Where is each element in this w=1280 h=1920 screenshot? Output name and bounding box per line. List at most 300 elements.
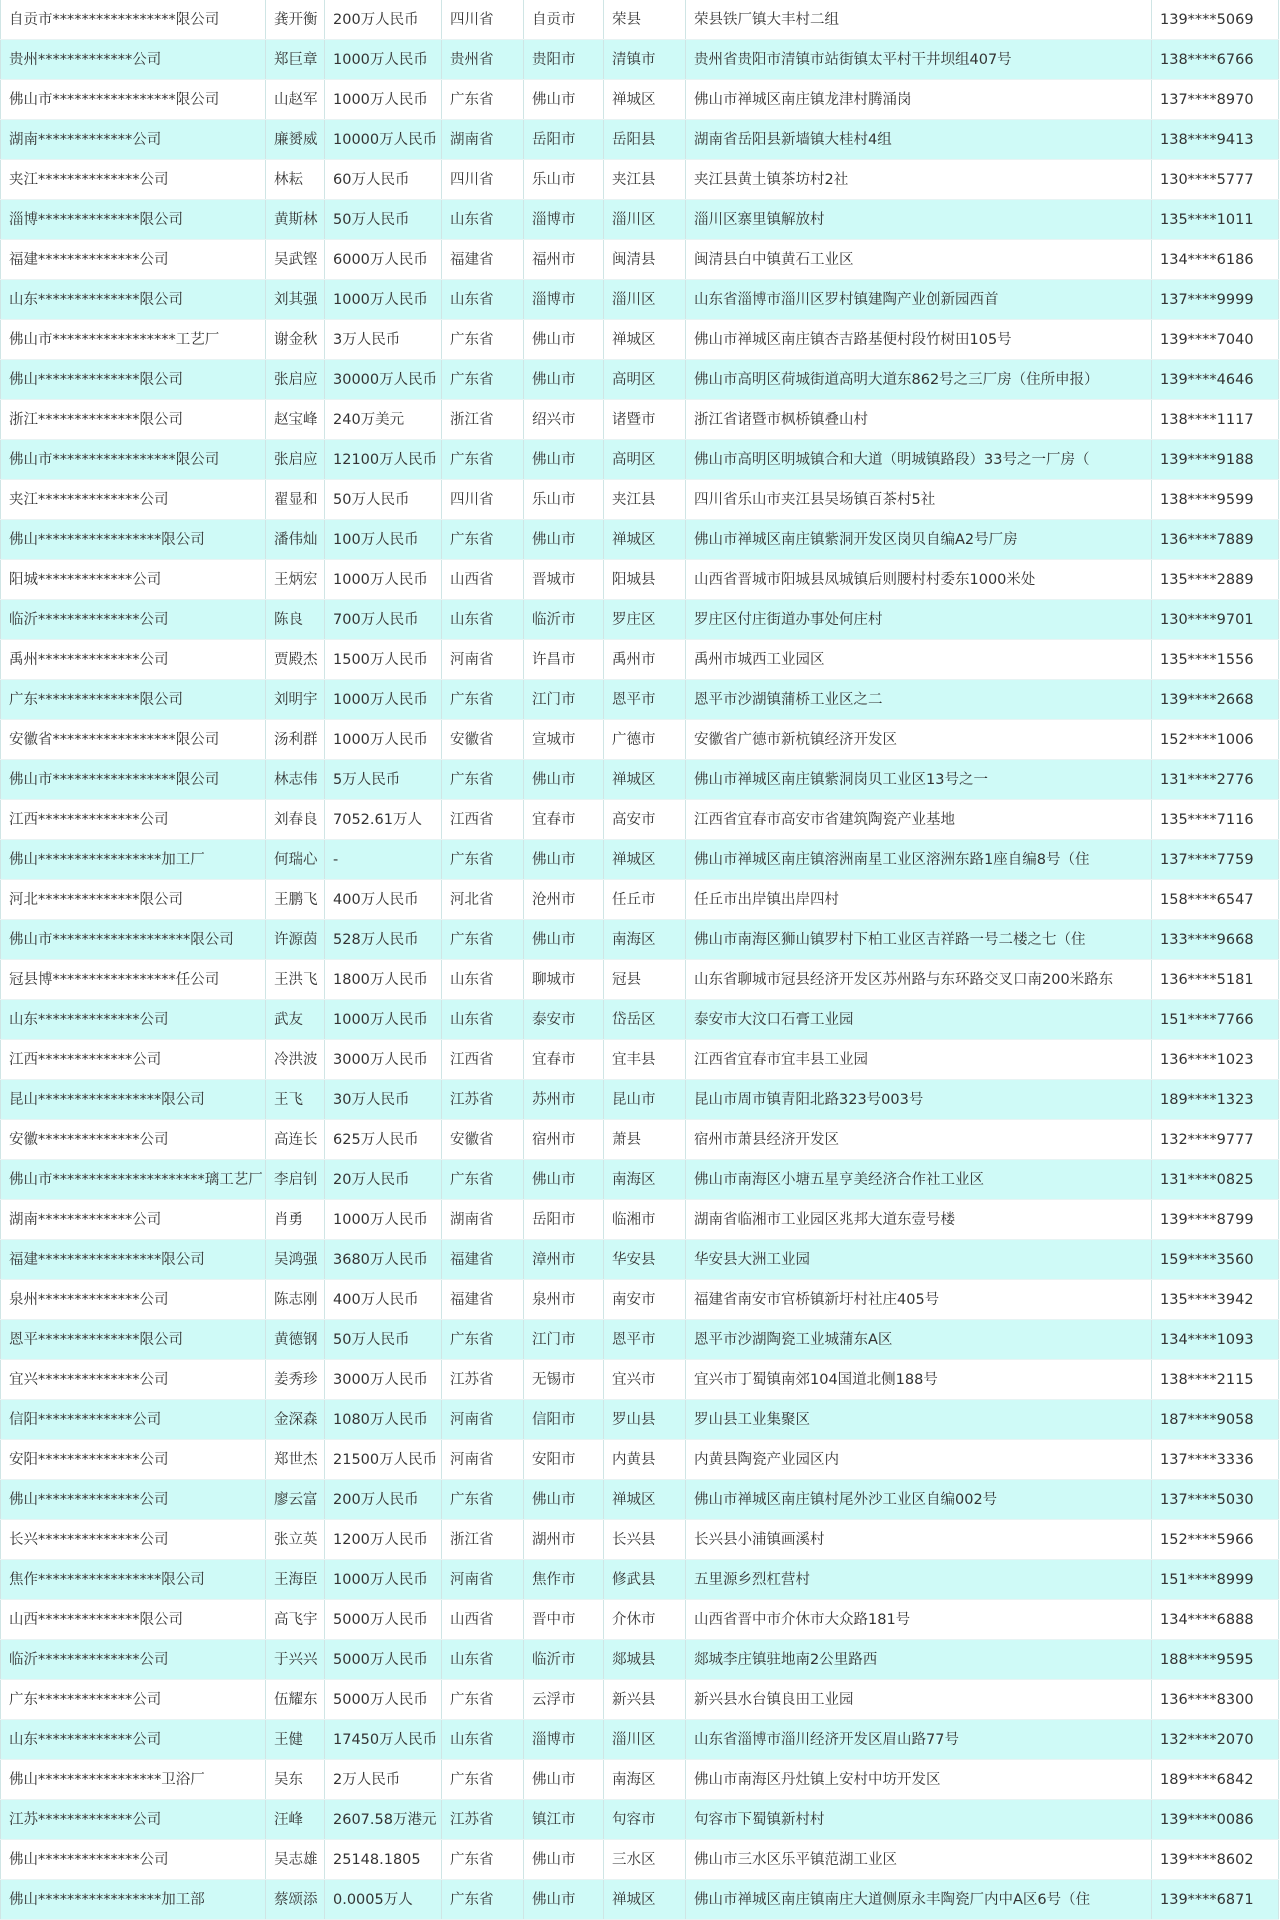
registered-capital-cell: 60万人民币 <box>325 160 442 200</box>
district-cell: 任丘市 <box>604 880 686 920</box>
registered-capital-cell: 1000万人民币 <box>325 40 442 80</box>
city-cell: 临沂市 <box>524 1640 604 1680</box>
address-cell: 贵州省贵阳市清镇市站街镇太平村干井坝组407号 <box>686 40 1152 80</box>
company-name-cell: 佛山市*****************工艺厂 <box>1 320 266 360</box>
legal-rep-cell: 林志伟 <box>266 760 325 800</box>
address-cell: 山东省淄博市淄川经济开发区眉山路77号 <box>686 1720 1152 1760</box>
city-cell: 镇江市 <box>524 1800 604 1840</box>
company-name-cell: 安阳**************公司 <box>1 1440 266 1480</box>
phone-cell: 139****2668 <box>1152 680 1279 720</box>
address-cell: 福建省南安市官桥镇新圩村社庄405号 <box>686 1280 1152 1320</box>
phone-cell: 189****6842 <box>1152 1760 1279 1800</box>
province-cell: 广东省 <box>442 680 524 720</box>
district-cell: 清镇市 <box>604 40 686 80</box>
city-cell: 贵阳市 <box>524 40 604 80</box>
registered-capital-cell: 3万人民币 <box>325 320 442 360</box>
address-cell: 佛山市南海区狮山镇罗村下柏工业区吉祥路一号二楼之七（住 <box>686 920 1152 960</box>
table-row <box>1 1720 1279 1760</box>
legal-rep-cell: 李启钊 <box>266 1160 325 1200</box>
address-cell: 闽清县白中镇黄石工业区 <box>686 240 1152 280</box>
district-cell: 恩平市 <box>604 1320 686 1360</box>
legal-rep-cell: 山赵军 <box>266 80 325 120</box>
province-cell: 江苏省 <box>442 1360 524 1400</box>
city-cell: 沧州市 <box>524 880 604 920</box>
district-cell: 高明区 <box>604 440 686 480</box>
district-cell: 禅城区 <box>604 320 686 360</box>
province-cell: 广东省 <box>442 1160 524 1200</box>
phone-cell: 136****5181 <box>1152 960 1279 1000</box>
company-name-cell: 山东**************限公司 <box>1 280 266 320</box>
district-cell: 临湘市 <box>604 1200 686 1240</box>
province-cell: 河南省 <box>442 1560 524 1600</box>
province-cell: 河北省 <box>442 880 524 920</box>
company-name-cell: 佛山*****************限公司 <box>1 520 266 560</box>
phone-cell: 139****5069 <box>1152 0 1279 40</box>
city-cell: 佛山市 <box>524 520 604 560</box>
district-cell: 内黄县 <box>604 1440 686 1480</box>
city-cell: 江门市 <box>524 680 604 720</box>
registered-capital-cell: 5000万人民币 <box>325 1640 442 1680</box>
province-cell: 福建省 <box>442 1280 524 1320</box>
address-cell: 五里源乡烈杠营村 <box>686 1560 1152 1600</box>
phone-cell: 134****6186 <box>1152 240 1279 280</box>
district-cell: 南海区 <box>604 1760 686 1800</box>
phone-cell: 135****1556 <box>1152 640 1279 680</box>
legal-rep-cell: 林耘 <box>266 160 325 200</box>
province-cell: 广东省 <box>442 360 524 400</box>
registered-capital-cell: 240万美元 <box>325 400 442 440</box>
province-cell: 浙江省 <box>442 1520 524 1560</box>
address-cell: 佛山市高明区明城镇合和大道（明城镇路段）33号之一厂房（ <box>686 440 1152 480</box>
address-cell: 佛山市禅城区南庄镇杏吉路基便村段竹树田105号 <box>686 320 1152 360</box>
table-row <box>1 600 1279 640</box>
district-cell: 广德市 <box>604 720 686 760</box>
district-cell: 岳阳县 <box>604 120 686 160</box>
registered-capital-cell: 2607.58万港元 <box>325 1800 442 1840</box>
company-name-cell: 淄博**************限公司 <box>1 200 266 240</box>
registered-capital-cell: 5万人民币 <box>325 760 442 800</box>
city-cell: 晋城市 <box>524 560 604 600</box>
company-name-cell: 长兴**************公司 <box>1 1520 266 1560</box>
company-name-cell: 信阳*************公司 <box>1 1400 266 1440</box>
district-cell: 宜兴市 <box>604 1360 686 1400</box>
company-name-cell: 泉州**************公司 <box>1 1280 266 1320</box>
table-row <box>1 1280 1279 1320</box>
registered-capital-cell: 1200万人民币 <box>325 1520 442 1560</box>
city-cell: 佛山市 <box>524 1880 604 1920</box>
phone-cell: 135****2889 <box>1152 560 1279 600</box>
legal-rep-cell: 汤利群 <box>266 720 325 760</box>
phone-cell: 135****7116 <box>1152 800 1279 840</box>
address-cell: 荣县铁厂镇大丰村二组 <box>686 0 1152 40</box>
company-name-cell: 福建*****************限公司 <box>1 1240 266 1280</box>
table-row <box>1 160 1279 200</box>
legal-rep-cell: 武友 <box>266 1000 325 1040</box>
address-cell: 佛山市禅城区南庄镇紫洞开发区岗贝自编A2号厂房 <box>686 520 1152 560</box>
province-cell: 山西省 <box>442 560 524 600</box>
phone-cell: 138****9413 <box>1152 120 1279 160</box>
province-cell: 山东省 <box>442 1000 524 1040</box>
legal-rep-cell: 姜秀珍 <box>266 1360 325 1400</box>
registered-capital-cell: 21500万人民币 <box>325 1440 442 1480</box>
address-cell: 佛山市禅城区南庄镇村尾外沙工业区自编002号 <box>686 1480 1152 1520</box>
district-cell: 荣县 <box>604 0 686 40</box>
registered-capital-cell: 30000万人民币 <box>325 360 442 400</box>
city-cell: 乐山市 <box>524 160 604 200</box>
company-name-cell: 佛山*****************加工厂 <box>1 840 266 880</box>
phone-cell: 137****3336 <box>1152 1440 1279 1480</box>
province-cell: 浙江省 <box>442 400 524 440</box>
table-row <box>1 1080 1279 1120</box>
phone-cell: 137****7759 <box>1152 840 1279 880</box>
legal-rep-cell: 廖云富 <box>266 1480 325 1520</box>
address-cell: 山东省淄博市淄川区罗村镇建陶产业创新园西首 <box>686 280 1152 320</box>
registered-capital-cell: 1000万人民币 <box>325 720 442 760</box>
registered-capital-cell: 6000万人民币 <box>325 240 442 280</box>
table-row <box>1 560 1279 600</box>
legal-rep-cell: 高连长 <box>266 1120 325 1160</box>
province-cell: 广东省 <box>442 760 524 800</box>
company-name-cell: 佛山市*****************限公司 <box>1 760 266 800</box>
table-row <box>1 1480 1279 1520</box>
legal-rep-cell: 吴志雄 <box>266 1840 325 1880</box>
legal-rep-cell: 刘春良 <box>266 800 325 840</box>
table-row <box>1 960 1279 1000</box>
company-name-cell: 山西**************限公司 <box>1 1600 266 1640</box>
legal-rep-cell: 陈志刚 <box>266 1280 325 1320</box>
table-row <box>1 0 1279 40</box>
company-name-cell: 福建**************公司 <box>1 240 266 280</box>
district-cell: 介休市 <box>604 1600 686 1640</box>
table-row <box>1 1440 1279 1480</box>
legal-rep-cell: 龚开衡 <box>266 0 325 40</box>
table-row <box>1 1880 1279 1920</box>
phone-cell: 139****8602 <box>1152 1840 1279 1880</box>
city-cell: 佛山市 <box>524 320 604 360</box>
table-row <box>1 400 1279 440</box>
registered-capital-cell: 50万人民币 <box>325 1320 442 1360</box>
address-cell: 内黄县陶瓷产业园区内 <box>686 1440 1152 1480</box>
legal-rep-cell: 廉赟威 <box>266 120 325 160</box>
table-row <box>1 1120 1279 1160</box>
registered-capital-cell: 1000万人民币 <box>325 280 442 320</box>
table-row <box>1 720 1279 760</box>
city-cell: 焦作市 <box>524 1560 604 1600</box>
phone-cell: 138****2115 <box>1152 1360 1279 1400</box>
phone-cell: 131****0825 <box>1152 1160 1279 1200</box>
company-name-cell: 昆山*****************限公司 <box>1 1080 266 1120</box>
district-cell: 昆山市 <box>604 1080 686 1120</box>
company-name-cell: 佛山**************公司 <box>1 1480 266 1520</box>
city-cell: 泉州市 <box>524 1280 604 1320</box>
district-cell: 郯城县 <box>604 1640 686 1680</box>
table-row <box>1 320 1279 360</box>
registered-capital-cell: 200万人民币 <box>325 1480 442 1520</box>
province-cell: 广东省 <box>442 1480 524 1520</box>
city-cell: 许昌市 <box>524 640 604 680</box>
registered-capital-cell: 1500万人民币 <box>325 640 442 680</box>
legal-rep-cell: 汪峰 <box>266 1800 325 1840</box>
legal-rep-cell: 张启应 <box>266 360 325 400</box>
registered-capital-cell: 5000万人民币 <box>325 1680 442 1720</box>
district-cell: 罗庄区 <box>604 600 686 640</box>
company-name-cell: 广东*************公司 <box>1 1680 266 1720</box>
city-cell: 苏州市 <box>524 1080 604 1120</box>
province-cell: 山东省 <box>442 200 524 240</box>
city-cell: 泰安市 <box>524 1000 604 1040</box>
registered-capital-cell: 528万人民币 <box>325 920 442 960</box>
company-name-cell: 佛山*****************卫浴厂 <box>1 1760 266 1800</box>
city-cell: 佛山市 <box>524 1760 604 1800</box>
legal-rep-cell: 贾殿杰 <box>266 640 325 680</box>
district-cell: 新兴县 <box>604 1680 686 1720</box>
phone-cell: 139****9188 <box>1152 440 1279 480</box>
address-cell: 佛山市三水区乐平镇范湖工业区 <box>686 1840 1152 1880</box>
registered-capital-cell: 20万人民币 <box>325 1160 442 1200</box>
phone-cell: 138****6766 <box>1152 40 1279 80</box>
province-cell: 福建省 <box>442 1240 524 1280</box>
province-cell: 广东省 <box>442 80 524 120</box>
province-cell: 山东省 <box>442 1720 524 1760</box>
table-row <box>1 120 1279 160</box>
company-name-cell: 佛山**************限公司 <box>1 360 266 400</box>
address-cell: 淄川区寨里镇解放村 <box>686 200 1152 240</box>
legal-rep-cell: 高飞宇 <box>266 1600 325 1640</box>
company-name-cell: 禹州**************公司 <box>1 640 266 680</box>
table-row <box>1 1400 1279 1440</box>
city-cell: 佛山市 <box>524 360 604 400</box>
province-cell: 湖南省 <box>442 120 524 160</box>
legal-rep-cell: 刘其强 <box>266 280 325 320</box>
province-cell: 广东省 <box>442 1880 524 1920</box>
address-cell: 罗庄区付庄街道办事处何庄村 <box>686 600 1152 640</box>
address-cell: 湖南省临湘市工业园区兆邦大道东壹号楼 <box>686 1200 1152 1240</box>
legal-rep-cell: 吴东 <box>266 1760 325 1800</box>
district-cell: 禅城区 <box>604 1480 686 1520</box>
district-cell: 高安市 <box>604 800 686 840</box>
table-row <box>1 1640 1279 1680</box>
province-cell: 山东省 <box>442 280 524 320</box>
phone-cell: 188****9595 <box>1152 1640 1279 1680</box>
company-name-cell: 佛山市*****************限公司 <box>1 80 266 120</box>
company-name-cell: 安徽省*****************限公司 <box>1 720 266 760</box>
province-cell: 广东省 <box>442 1680 524 1720</box>
phone-cell: 136****1023 <box>1152 1040 1279 1080</box>
province-cell: 广东省 <box>442 1760 524 1800</box>
address-cell: 佛山市禅城区南庄镇紫洞岗贝工业区13号之一 <box>686 760 1152 800</box>
company-name-cell: 浙江**************限公司 <box>1 400 266 440</box>
address-cell: 宿州市萧县经济开发区 <box>686 1120 1152 1160</box>
registered-capital-cell: 3000万人民币 <box>325 1360 442 1400</box>
city-cell: 湖州市 <box>524 1520 604 1560</box>
city-cell: 佛山市 <box>524 1840 604 1880</box>
company-name-cell: 临沂**************公司 <box>1 600 266 640</box>
company-name-cell: 山东*************公司 <box>1 1720 266 1760</box>
registered-capital-cell: 100万人民币 <box>325 520 442 560</box>
phone-cell: 152****1006 <box>1152 720 1279 760</box>
table-row <box>1 280 1279 320</box>
legal-rep-cell: 吴武铿 <box>266 240 325 280</box>
table-body <box>1 0 1279 1920</box>
registered-capital-cell: 5000万人民币 <box>325 1600 442 1640</box>
district-cell: 南安市 <box>604 1280 686 1320</box>
district-cell: 夹江县 <box>604 480 686 520</box>
province-cell: 广东省 <box>442 1840 524 1880</box>
legal-rep-cell: 何瑞心 <box>266 840 325 880</box>
table-row <box>1 760 1279 800</box>
legal-rep-cell: 王洪飞 <box>266 960 325 1000</box>
registered-capital-cell: 10000万人民币 <box>325 120 442 160</box>
legal-rep-cell: 伍耀东 <box>266 1680 325 1720</box>
city-cell: 聊城市 <box>524 960 604 1000</box>
legal-rep-cell: 王海臣 <box>266 1560 325 1600</box>
legal-rep-cell: 蔡颂添 <box>266 1880 325 1920</box>
province-cell: 广东省 <box>442 320 524 360</box>
district-cell: 禹州市 <box>604 640 686 680</box>
phone-cell: 138****1117 <box>1152 400 1279 440</box>
address-cell: 佛山市禅城区南庄镇龙津村腾涌岗 <box>686 80 1152 120</box>
table-row <box>1 1560 1279 1600</box>
company-name-cell: 夹江**************公司 <box>1 160 266 200</box>
phone-cell: 130****9701 <box>1152 600 1279 640</box>
table-row <box>1 1600 1279 1640</box>
district-cell: 冠县 <box>604 960 686 1000</box>
legal-rep-cell: 潘伟灿 <box>266 520 325 560</box>
legal-rep-cell: 谢金秋 <box>266 320 325 360</box>
city-cell: 佛山市 <box>524 1160 604 1200</box>
district-cell: 阳城县 <box>604 560 686 600</box>
table-row <box>1 1040 1279 1080</box>
table-row <box>1 1240 1279 1280</box>
phone-cell: 131****2776 <box>1152 760 1279 800</box>
district-cell: 岱岳区 <box>604 1000 686 1040</box>
registered-capital-cell: 400万人民币 <box>325 880 442 920</box>
province-cell: 广东省 <box>442 920 524 960</box>
address-cell: 长兴县小浦镇画溪村 <box>686 1520 1152 1560</box>
company-name-cell: 佛山市*********************璃工艺厂 <box>1 1160 266 1200</box>
table-row <box>1 200 1279 240</box>
address-cell: 四川省乐山市夹江县吴场镇百茶村5社 <box>686 480 1152 520</box>
table-row <box>1 1000 1279 1040</box>
province-cell: 湖南省 <box>442 1200 524 1240</box>
province-cell: 福建省 <box>442 240 524 280</box>
legal-rep-cell: 黄德钢 <box>266 1320 325 1360</box>
province-cell: 广东省 <box>442 840 524 880</box>
district-cell: 修武县 <box>604 1560 686 1600</box>
table-row <box>1 440 1279 480</box>
company-name-cell: 临沂**************公司 <box>1 1640 266 1680</box>
address-cell: 句容市下蜀镇新村村 <box>686 1800 1152 1840</box>
address-cell: 昆山市周市镇青阳北路323号003号 <box>686 1080 1152 1120</box>
registered-capital-cell: 50万人民币 <box>325 480 442 520</box>
table-row <box>1 1800 1279 1840</box>
legal-rep-cell: 张立英 <box>266 1520 325 1560</box>
address-cell: 罗山县工业集聚区 <box>686 1400 1152 1440</box>
legal-rep-cell: 刘明宇 <box>266 680 325 720</box>
district-cell: 华安县 <box>604 1240 686 1280</box>
address-cell: 郯城李庄镇驻地南2公里路西 <box>686 1640 1152 1680</box>
province-cell: 四川省 <box>442 160 524 200</box>
address-cell: 山西省晋城市阳城县凤城镇后则腰村村委东1000米处 <box>686 560 1152 600</box>
address-cell: 夹江县黄土镇茶坊村2社 <box>686 160 1152 200</box>
phone-cell: 187****9058 <box>1152 1400 1279 1440</box>
phone-cell: 158****6547 <box>1152 880 1279 920</box>
city-cell: 宜春市 <box>524 800 604 840</box>
table-row <box>1 640 1279 680</box>
phone-cell: 132****2070 <box>1152 1720 1279 1760</box>
phone-cell: 132****9777 <box>1152 1120 1279 1160</box>
registered-capital-cell: 200万人民币 <box>325 0 442 40</box>
city-cell: 佛山市 <box>524 760 604 800</box>
address-cell: 江西省宜春市高安市省建筑陶瓷产业基地 <box>686 800 1152 840</box>
address-cell: 佛山市高明区荷城街道高明大道东862号之三厂房（住所申报） <box>686 360 1152 400</box>
district-cell: 禅城区 <box>604 840 686 880</box>
registered-capital-cell: 1080万人民币 <box>325 1400 442 1440</box>
registered-capital-cell: - <box>325 840 442 880</box>
city-cell: 无锡市 <box>524 1360 604 1400</box>
district-cell: 诸暨市 <box>604 400 686 440</box>
province-cell: 广东省 <box>442 440 524 480</box>
city-cell: 安阳市 <box>524 1440 604 1480</box>
district-cell: 禅城区 <box>604 760 686 800</box>
district-cell: 长兴县 <box>604 1520 686 1560</box>
phone-cell: 134****6888 <box>1152 1600 1279 1640</box>
phone-cell: 130****5777 <box>1152 160 1279 200</box>
legal-rep-cell: 王炳宏 <box>266 560 325 600</box>
table-row <box>1 920 1279 960</box>
city-cell: 淄博市 <box>524 1720 604 1760</box>
legal-rep-cell: 翟显和 <box>266 480 325 520</box>
phone-cell: 139****8799 <box>1152 1200 1279 1240</box>
legal-rep-cell: 王健 <box>266 1720 325 1760</box>
district-cell: 南海区 <box>604 1160 686 1200</box>
company-name-cell: 佛山市*******************限公司 <box>1 920 266 960</box>
city-cell: 晋中市 <box>524 1600 604 1640</box>
city-cell: 宿州市 <box>524 1120 604 1160</box>
address-cell: 佛山市禅城区南庄镇南庄大道侧原永丰陶瓷厂内中A区6号（住 <box>686 1880 1152 1920</box>
phone-cell: 139****7040 <box>1152 320 1279 360</box>
phone-cell: 152****5966 <box>1152 1520 1279 1560</box>
city-cell: 宣城市 <box>524 720 604 760</box>
legal-rep-cell: 陈良 <box>266 600 325 640</box>
district-cell: 恩平市 <box>604 680 686 720</box>
legal-rep-cell: 王飞 <box>266 1080 325 1120</box>
company-name-cell: 夹江**************公司 <box>1 480 266 520</box>
registered-capital-cell: 1000万人民币 <box>325 80 442 120</box>
phone-cell: 151****7766 <box>1152 1000 1279 1040</box>
city-cell: 自贡市 <box>524 0 604 40</box>
registered-capital-cell: 25148.1805 <box>325 1840 442 1880</box>
registered-capital-cell: 3680万人民币 <box>325 1240 442 1280</box>
province-cell: 四川省 <box>442 0 524 40</box>
company-name-cell: 自贡市*****************限公司 <box>1 0 266 40</box>
table-row <box>1 680 1279 720</box>
address-cell: 新兴县水台镇良田工业园 <box>686 1680 1152 1720</box>
city-cell: 岳阳市 <box>524 1200 604 1240</box>
district-cell: 淄川区 <box>604 1720 686 1760</box>
legal-rep-cell: 郑世杰 <box>266 1440 325 1480</box>
address-cell: 任丘市出岸镇出岸四村 <box>686 880 1152 920</box>
district-cell: 淄川区 <box>604 200 686 240</box>
address-cell: 安徽省广德市新杭镇经济开发区 <box>686 720 1152 760</box>
district-cell: 高明区 <box>604 360 686 400</box>
district-cell: 宜丰县 <box>604 1040 686 1080</box>
company-name-cell: 湖南*************公司 <box>1 1200 266 1240</box>
address-cell: 禹州市城西工业园区 <box>686 640 1152 680</box>
registered-capital-cell: 1000万人民币 <box>325 1000 442 1040</box>
table-row <box>1 80 1279 120</box>
address-cell: 湖南省岳阳县新墙镇大桂村4组 <box>686 120 1152 160</box>
